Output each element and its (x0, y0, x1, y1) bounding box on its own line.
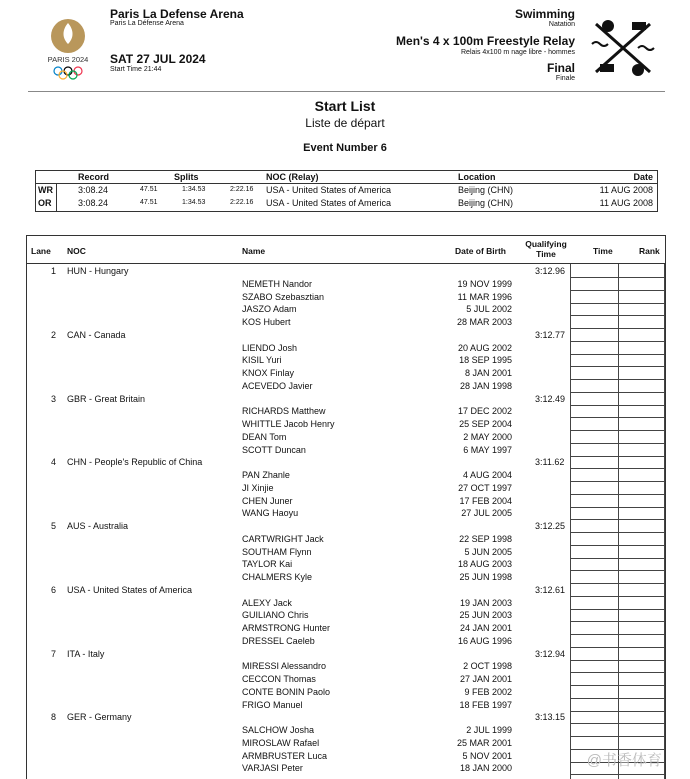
swimmer-name: MIROSLAW Rafael (242, 737, 320, 748)
paris-2024-logo (40, 14, 96, 80)
swimmer-dob: 19 NOV 1999 (457, 278, 512, 289)
swimmer-dob: 5 NOV 2001 (462, 750, 512, 761)
team-qualifying-time: 3:11.62 (535, 457, 565, 468)
result-cell-divider (570, 315, 664, 316)
team-qualifying-time: 3:12.61 (535, 584, 566, 595)
record-noc: USA - United States of America (266, 198, 392, 208)
team-lane: 5 (51, 521, 57, 531)
swimmer-dob: 2 OCT 1998 (463, 661, 512, 672)
swimmer-dob: 22 SEP 1998 (459, 533, 512, 544)
result-cell-divider (570, 532, 664, 533)
swimmer-dob: 25 JUN 1998 (459, 572, 512, 582)
record-split: 47.51 (140, 186, 158, 193)
swimmer-dob: 28 MAR 2003 (456, 317, 512, 327)
swimmer-name: DEAN Tom (242, 431, 287, 442)
swimmer-dob: 9 FEB 2002 (464, 686, 512, 697)
result-cell-divider (570, 494, 664, 495)
result-cell-divider (570, 660, 664, 661)
swimmer-name: WANG Haoyu (242, 508, 299, 519)
result-cell-divider (570, 736, 664, 737)
swimmer-name: FRIGO Manuel (242, 699, 303, 710)
result-cell-divider (570, 341, 664, 342)
swimmer-name: JASZO Adam (242, 304, 297, 315)
swimmer-dob: 24 JAN 2001 (459, 623, 512, 633)
swimmer-name: ALEXY Jack (242, 597, 292, 608)
header-divider (28, 91, 665, 92)
result-cell-divider (570, 545, 664, 546)
swimmer-dob: 25 SEP 2004 (459, 419, 512, 429)
record-type: WR (38, 185, 53, 195)
event-name-fr: Relais 4x100 m nage libre - hommes (461, 49, 575, 56)
team-noc: CAN - Canada (67, 329, 126, 340)
record-noc: USA - United States of America (266, 185, 392, 195)
records-header-noc: NOC (Relay) (266, 172, 319, 182)
result-cell-divider (570, 583, 664, 584)
team-noc: USA - United States of America (67, 584, 193, 595)
swimmer-dob: 27 OCT 1997 (458, 482, 512, 493)
swimmer-name: CHALMERS Kyle (242, 572, 313, 582)
swimmer-dob: 16 AUG 1996 (457, 635, 512, 646)
event-name: Men's 4 x 100m Freestyle Relay (396, 34, 575, 48)
result-cell-divider (570, 328, 664, 329)
record-split: 2:22.16 (230, 199, 254, 206)
team-qualifying-time: 3:13.15 (535, 712, 566, 723)
team-noc: CHN - People's Republic of China (67, 457, 203, 468)
venue-name: Paris La Defense Arena (110, 7, 244, 21)
document-title-fr: Liste de départ (305, 116, 385, 130)
result-cell-divider (570, 405, 664, 406)
swimmer-name: RICHARDS Matthew (242, 406, 326, 417)
result-cell-divider (570, 392, 664, 393)
record-split: 47.51 (140, 199, 158, 206)
result-cell-divider (570, 519, 664, 520)
result-cell-divider (570, 647, 664, 648)
column-dob: Date of Birth (455, 246, 506, 256)
records-row (36, 185, 657, 198)
swimmer-name: SOUTHAM Flynn (242, 546, 312, 557)
swimmer-dob: 25 JUN 2003 (459, 610, 512, 621)
swimmer-name: KOS Hubert (242, 317, 291, 327)
swimmer-dob: 19 JAN 2003 (459, 597, 512, 608)
team-qualifying-time: 3:12.25 (535, 521, 566, 531)
record-split: 2:22.16 (230, 186, 254, 193)
swimmer-dob: 5 JUN 2005 (464, 546, 512, 557)
record-type: OR (38, 198, 52, 208)
result-cell-divider (570, 698, 664, 699)
team-lane: 4 (51, 457, 57, 468)
team-qualifying-time: 3:12.49 (535, 393, 566, 404)
swimmer-dob: 27 JUL 2005 (461, 508, 512, 519)
swimmer-dob: 18 AUG 2003 (457, 559, 512, 570)
column-lane: Lane (31, 246, 51, 256)
records-header-splits: Splits (174, 172, 199, 182)
swimmer-name: DRESSEL Caeleb (242, 635, 315, 646)
swimmer-dob: 2 JUL 1999 (466, 725, 512, 735)
swimmer-dob: 2 MAY 2000 (463, 431, 512, 442)
swimmer-dob: 4 AUG 2004 (462, 470, 512, 480)
swimmer-dob: 5 JUL 2002 (466, 304, 512, 315)
result-cell-divider (570, 711, 664, 712)
team-lane: 1 (51, 266, 57, 276)
result-cell-divider (570, 481, 664, 482)
event-number: Event Number 6 (303, 142, 387, 154)
swimmer-name: ACEVEDO Javier (242, 380, 313, 391)
team-noc: ITA - Italy (67, 648, 105, 659)
record-time: 3:08.24 (78, 198, 109, 208)
swimmer-name: SZABO Szebasztian (242, 291, 325, 302)
result-cell-divider (570, 621, 664, 622)
team-lane: 6 (51, 584, 57, 595)
swimmer-name: GUILIANO Chris (242, 610, 309, 621)
swimmer-dob: 17 DEC 2002 (457, 406, 512, 417)
record-time: 3:08.24 (78, 185, 109, 195)
team-lane: 8 (51, 712, 57, 723)
swimmer-dob: 6 MAY 1997 (463, 444, 512, 455)
swimmer-name: CECCON Thomas (242, 674, 316, 684)
venue-name-fr: Paris La Défense Arena (110, 20, 184, 27)
swimmer-dob: 28 JAN 1998 (459, 380, 512, 391)
record-date: 11 AUG 2008 (599, 198, 653, 208)
record-split: 1:34.53 (182, 199, 206, 206)
result-cell-divider (570, 303, 664, 304)
swimmer-dob: 18 SEP 1995 (459, 355, 512, 366)
start-list-table (26, 235, 666, 779)
records-row (36, 198, 657, 211)
records-header-divider (36, 183, 657, 184)
swimmer-name: CARTWRIGHT Jack (242, 533, 324, 544)
swimmer-dob: 11 MAR 1996 (457, 291, 512, 302)
swimmer-name: KISIL Yuri (242, 355, 282, 366)
column-qualifying-time: Qualifying Time (525, 239, 567, 259)
result-cell-divider (570, 774, 664, 775)
swimmer-name: NEMETH Nandor (242, 278, 313, 289)
result-cell-divider (570, 723, 664, 724)
records-header-location: Location (458, 172, 496, 182)
result-cell-divider (570, 468, 664, 469)
phase-name: Final (546, 61, 575, 75)
record-date: 11 AUG 2008 (599, 185, 653, 195)
swimmer-dob: 17 FEB 2004 (459, 495, 512, 506)
records-table (35, 170, 658, 212)
swimmer-name: CHEN Juner (242, 495, 293, 506)
swimmer-name: LIENDO Josh (242, 342, 298, 353)
column-time: Time (593, 246, 613, 256)
team-qualifying-time: 3:12.96 (535, 266, 566, 276)
result-cell-divider (570, 634, 664, 635)
team-noc: HUN - Hungary (67, 266, 129, 276)
team-lane: 7 (51, 648, 57, 659)
team-lane: 3 (51, 393, 57, 404)
result-cell-divider (570, 507, 664, 508)
result-cell-divider (570, 290, 664, 291)
document-title: Start List (314, 98, 376, 114)
swimmer-name: ARMSTRONG Hunter (242, 623, 331, 633)
result-cell-divider (570, 456, 664, 457)
result-cell-divider (570, 379, 664, 380)
result-cell-divider (570, 277, 664, 278)
swimmer-name: VARJASI Peter (242, 763, 303, 774)
swimmer-name: PAN Zhanle (242, 470, 290, 480)
result-cell-divider (570, 354, 664, 355)
result-cell-divider (570, 366, 664, 367)
swimmer-dob: 20 AUG 2002 (457, 342, 512, 353)
swimmer-name: SCOTT Duncan (242, 444, 306, 455)
records-header-record: Record (78, 172, 110, 182)
swimmer-dob: 18 FEB 1997 (459, 699, 512, 710)
team-noc: GBR - Great Britain (67, 393, 146, 404)
record-location: Beijing (CHN) (458, 185, 514, 195)
swimmer-name: CONTE BONIN Paolo (242, 686, 331, 697)
event-date: SAT 27 JUL 2024 (110, 52, 206, 66)
swimmer-name: ARMBRUSTER Luca (242, 750, 328, 761)
sport-name: Swimming (514, 7, 575, 21)
team-qualifying-time: 3:12.94 (535, 648, 566, 659)
team-lane: 2 (51, 329, 57, 340)
swimmer-dob: 25 MAR 2001 (456, 737, 512, 748)
result-cell-divider (570, 596, 664, 597)
swimmer-name: MIRESSI Alessandro (242, 661, 327, 672)
result-cell-divider (570, 685, 664, 686)
team-qualifying-time: 3:12.77 (535, 329, 566, 340)
phase-name-fr: Finale (555, 75, 575, 82)
result-cell-divider (570, 570, 664, 571)
result-cell-divider (570, 443, 664, 444)
start-time: Start Time 21:44 (110, 66, 162, 73)
column-noc: NOC (67, 246, 86, 256)
column-name: Name (242, 246, 266, 256)
swimmer-name: WHITTLE Jacob Henry (242, 419, 335, 429)
logo-text: PARIS 2024 (47, 55, 89, 64)
swimmer-dob: 8 JAN 2001 (464, 368, 512, 378)
record-split: 1:34.53 (182, 186, 206, 193)
column-rank: Rank (639, 246, 660, 256)
swimmer-dob: 27 JAN 2001 (459, 674, 512, 684)
swimmer-name: TAYLOR Kai (242, 559, 293, 570)
swimming-relay-pictogram-icon (588, 14, 658, 80)
result-cell-divider (570, 417, 664, 418)
result-cell-divider (570, 672, 664, 673)
result-cell-divider (570, 558, 664, 559)
team-noc: AUS - Australia (67, 521, 129, 531)
swimmer-dob: 18 JAN 2000 (459, 763, 512, 774)
result-cell-divider (570, 609, 664, 610)
records-header-date: Date (633, 172, 653, 182)
record-location: Beijing (CHN) (458, 198, 514, 208)
watermark: @书香体育 (586, 752, 662, 769)
sport-name-fr: Natation (548, 21, 575, 28)
swimmer-name: KNOX Finlay (242, 368, 295, 378)
swimmer-name: SALCHOW Josha (242, 725, 315, 735)
result-cell-divider (570, 430, 664, 431)
swimmer-name: JI Xinjie (242, 482, 274, 493)
team-noc: GER - Germany (67, 712, 132, 723)
